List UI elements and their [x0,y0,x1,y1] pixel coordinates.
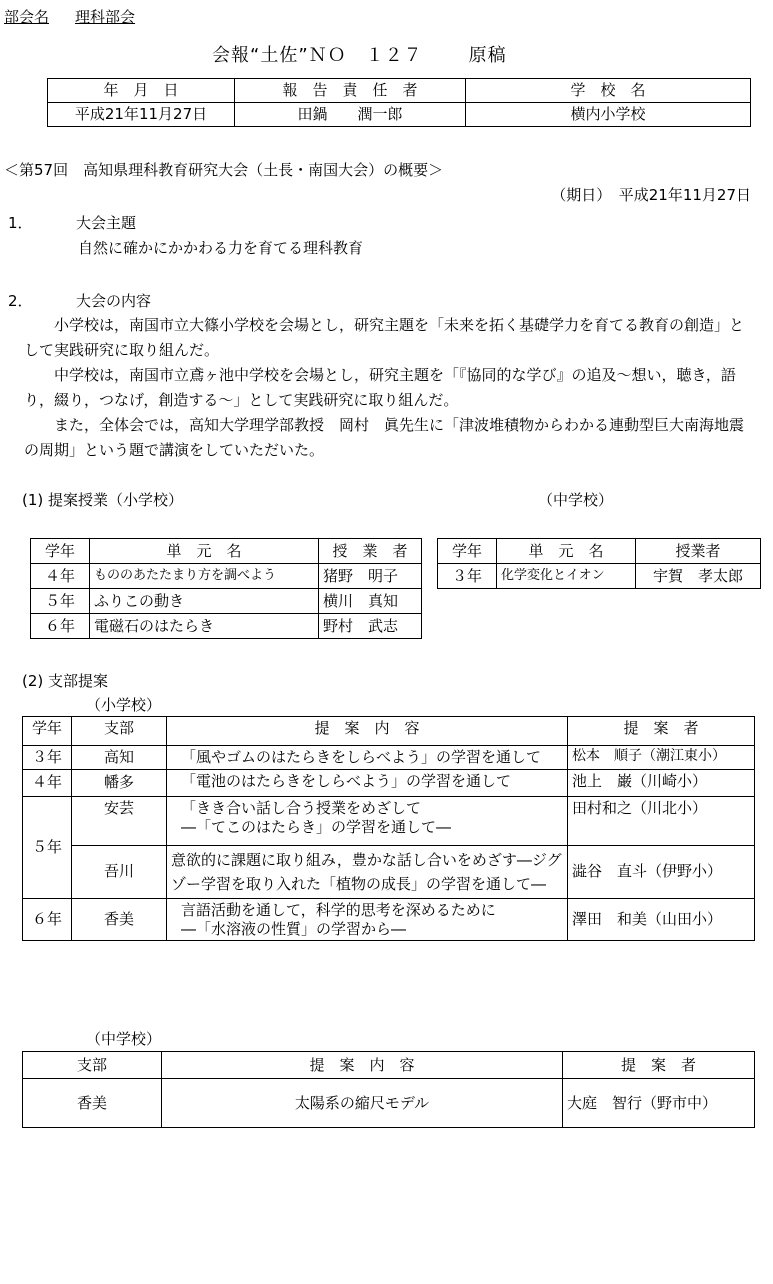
unit-cell: 電磁石のはたらき [90,614,319,639]
report-info-table [47,78,751,127]
content-cell [167,796,568,845]
grade-cell: ５年 [23,796,72,898]
presenter-header: 提 案 者 [563,1052,755,1079]
branch-cell: 高知 [72,746,167,770]
grade-cell: ５年 [31,589,90,614]
presenter-cell: 澁谷 直斗（伊野小） [568,845,755,898]
teacher-cell: 宇賀 孝太郎 [636,564,761,589]
branch-cell: 幡多 [72,769,167,796]
grade-header: 学年 [31,539,90,564]
elementary-lessons-table [30,538,422,639]
unit-cell: もののあたたまり方を調べよう [90,564,319,589]
content-line: ―「てこのはたらき」の学習を通して― [181,817,452,836]
content-cell: 意欲的に課題に取り組み，豊かな話し合いをめざす―ジグゾー学習を取り入れた「植物の成長」の学習を通して― [167,845,568,898]
junior-high-lessons-table [437,538,761,589]
table-row [23,746,755,770]
paragraph-lecture: また，全体会では，高知大学理学部教授 岡村 眞先生に「津波堆積物からわかる連動型巨大南海地震の周期」という題で講演をしていただいた。 [24,416,745,459]
report-date: 平成21年11月27日 [48,103,235,127]
branch-cell: 香美 [23,1079,162,1128]
paragraph-junior-high: 中学校は，南国市立鳶ヶ池中学校を会場とし，研究主題を「『協同的な学び』の追及～想い，聴き，語り，綴り，つなげ，創造する～」として実践研究に取り組んだ。 [24,366,736,409]
table-header-row [23,717,755,746]
grade-cell: ６年 [31,614,90,639]
section1-title: 大会主題 [76,214,137,232]
person-header: 報 告 責 任 者 [235,79,466,103]
department-name: 理科部会 [75,8,136,26]
content-header: 提 案 内 容 [162,1052,563,1079]
table-row [31,589,422,614]
section2-title: 大会の内容 [76,292,152,310]
unit-cell: ふりこの動き [90,589,319,614]
branch-proposals-table [22,716,755,941]
paragraph-elementary: 小学校は，南国市立大篠小学校を会場とし，研究主題を「未来を拓く基礎学力を育てる教育の創造」として実践研究に取り組んだ。 [24,316,745,359]
unit-cell: 化学変化とイオン [497,564,636,589]
department-line [4,6,135,27]
proposal-lessons-heading: (1) 提案授業（小学校） [22,491,184,509]
bulletin-title: 会報“土佐”ＮＯ １２７ [212,45,423,66]
table-row [23,845,755,898]
teacher-header: 授業者 [636,539,761,564]
table-row [23,769,755,796]
branch-cell: 香美 [72,898,167,941]
grade-header: 学年 [23,717,72,746]
branch-cell: 吾川 [72,845,167,898]
school-header: 学 校 名 [466,79,751,103]
unit-header: 単 元 名 [90,539,319,564]
table-header-row [23,1052,755,1079]
content-line: 言語活動を通して，科学的思考を深めるために [181,900,496,919]
content-cell: 「電池のはたらきをしらべよう」の学習を通して [167,769,568,796]
teacher-header: 授 業 者 [319,539,422,564]
table-row [31,614,422,639]
content-cell: 「風やゴムのはたらきをしらべよう」の学習を通して [167,746,568,770]
teacher-cell: 横川 真知 [319,589,422,614]
table-header-row [438,539,761,564]
table-row [48,103,751,127]
section1-heading [8,212,136,233]
grade-cell: ４年 [23,769,72,796]
branch-jhs-table [22,1051,755,1128]
section1-body: 自然に確かにかかわる力を育てる理科教育 [78,239,364,257]
presenter-cell: 大庭 智行（野市中） [563,1079,755,1128]
grade-cell: ３年 [438,564,497,589]
conference-title: ＜第57回 高知県理科教育研究大会（土長・南国大会）の概要＞ [4,161,444,179]
grade-cell: ４年 [31,564,90,589]
content-line: ―「水溶液の性質」の学習から― [181,919,407,938]
presenter-cell: 田村和之（川北小） [568,796,755,845]
page-title [212,41,507,67]
table-row [23,796,755,845]
content-header: 提 案 内 容 [167,717,568,746]
branch-elementary-label: （小学校） [86,696,162,714]
branch-jhs-label: （中学校） [86,1030,162,1048]
section1-number: 1． [8,214,33,232]
table-header-row [31,539,422,564]
table-header-row [48,79,751,103]
grade-cell: ６年 [23,898,72,941]
section2-heading [8,290,151,311]
draft-label: 原稿 [468,45,507,66]
presenter-header: 提 案 者 [568,717,755,746]
content-cell: 太陽系の縮尺モデル [162,1079,563,1128]
report-person: 田鍋 潤一郎 [235,103,466,127]
branch-cell: 安芸 [72,796,167,845]
branch-proposals-heading: (2) 支部提案 [22,672,109,690]
content-line: 「きき合い話し合う授業をめざして [181,798,422,817]
branch-header: 支部 [72,717,167,746]
content-cell [167,898,568,941]
conference-date: （期日） 平成21年11月27日 [551,186,751,204]
table-row [23,1079,755,1128]
presenter-cell: 池上 巌（川崎小） [568,769,755,796]
grade-cell: ３年 [23,746,72,770]
branch-header: 支部 [23,1052,162,1079]
unit-header: 単 元 名 [497,539,636,564]
grade-header: 学年 [438,539,497,564]
date-header: 年 月 日 [48,79,235,103]
teacher-cell: 猪野 明子 [319,564,422,589]
teacher-cell: 野村 武志 [319,614,422,639]
proposal-lessons-jhs-heading: （中学校） [538,491,614,509]
presenter-cell: 松本 順子（潮江東小） [568,746,755,770]
table-row [23,898,755,941]
table-row [31,564,422,589]
table-row [438,564,761,589]
report-school: 横内小学校 [466,103,751,127]
department-label: 部会名 [4,8,50,26]
presenter-cell: 澤田 和美（山田小） [568,898,755,941]
section2-number: 2． [8,292,33,310]
